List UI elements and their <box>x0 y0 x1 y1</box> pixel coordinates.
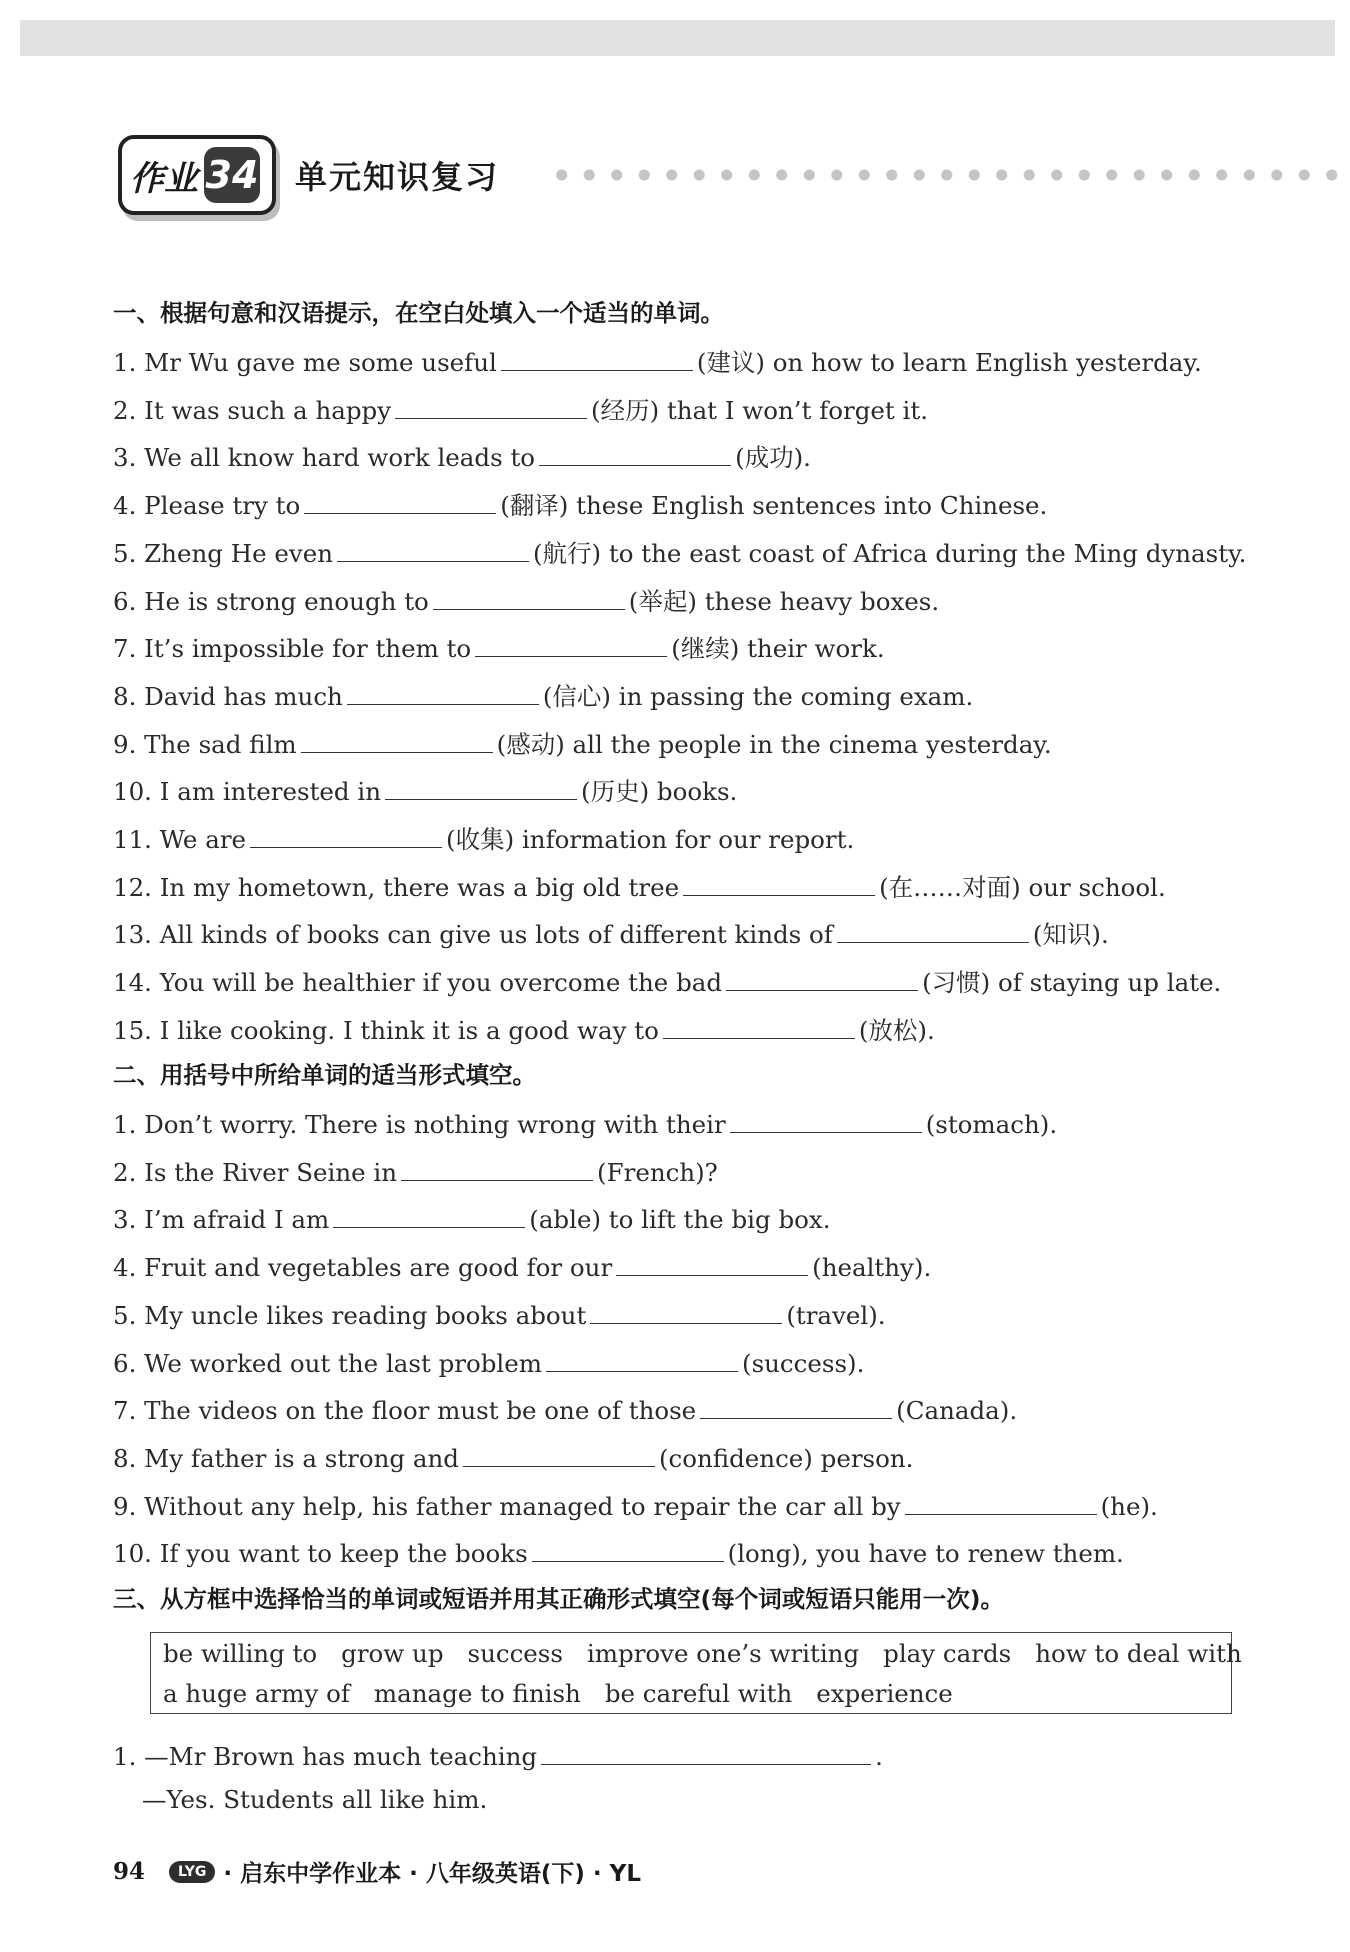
section1-question <box>113 869 1166 904</box>
question-hint: (confidence) person. <box>658 1443 914 1473</box>
word-bank-item: be willing to <box>163 1639 318 1668</box>
section1-question <box>113 392 928 427</box>
section2-question <box>113 1106 1057 1141</box>
question-text: 9. Without any help, his father managed to repair the car all by <box>113 1491 901 1521</box>
question-hint: (success). <box>742 1348 865 1378</box>
question-text: 15. I like cooking. I think it is a good way to <box>113 1015 659 1045</box>
question-text: 12. In my hometown, there was a big old tree <box>113 872 680 902</box>
answer-blank[interactable] <box>475 630 667 657</box>
section1-question <box>113 964 1221 999</box>
section2-question <box>113 1345 864 1380</box>
question-hint: (信心) in passing the coming exam. <box>542 681 974 711</box>
section2-question <box>113 1201 831 1236</box>
answer-blank[interactable] <box>730 1106 922 1133</box>
word-bank-box <box>150 1632 1242 1714</box>
section1-question <box>113 821 854 856</box>
word-bank-item: play cards <box>883 1639 1012 1668</box>
section1-title: 一、根据句意和汉语提示，在空白处填入一个适当的单词。 <box>113 299 724 327</box>
unit-title: 单元知识复习 <box>295 158 500 196</box>
word-bank-row-1 <box>163 1639 1266 1668</box>
question-text: 3. I’m afraid I am <box>113 1205 330 1235</box>
question-hint: (习惯) of staying up late. <box>922 968 1222 998</box>
section2-title: 二、用括号中所给单词的适当形式填空。 <box>113 1061 536 1089</box>
answer-blank[interactable] <box>433 583 625 610</box>
question-hint: (Canada). <box>896 1396 1018 1426</box>
answer-blank[interactable] <box>395 392 587 419</box>
section2-question <box>113 1249 931 1284</box>
section1-question <box>113 535 1246 570</box>
question-text: 3. We all know hard work leads to <box>113 443 536 473</box>
question-text: 5. Zheng He even <box>113 538 333 568</box>
section3-title: 三、从方框中选择恰当的单词或短语并用其正确形式填空(每个词或短语只能用一次)。 <box>113 1585 1004 1613</box>
question-hint: (举起) these heavy boxes. <box>628 586 940 616</box>
question-text: 14. You will be healthier if you overcome the bad <box>113 968 723 998</box>
word-bank-item: a huge army of <box>163 1679 350 1708</box>
page-number: 94 <box>113 1858 146 1885</box>
question-text: 4. Fruit and vegetables are good for our <box>113 1253 613 1283</box>
section2-question <box>113 1392 1017 1427</box>
section2-question <box>113 1297 886 1332</box>
answer-blank[interactable] <box>337 535 529 562</box>
answer-blank[interactable] <box>347 678 539 705</box>
question-hint: (long), you have to renew them. <box>727 1539 1124 1569</box>
section1-question <box>113 678 973 713</box>
question-hint: (he). <box>1100 1491 1158 1521</box>
section2-question <box>113 1488 1158 1523</box>
question-text: 1. —Mr Brown has much teaching <box>113 1742 538 1771</box>
word-bank-item: grow up <box>341 1639 444 1668</box>
question-hint: (历史) books. <box>581 777 738 807</box>
question-hint: (stomach). <box>925 1110 1058 1139</box>
answer-blank[interactable] <box>401 1154 593 1181</box>
question-text: 8. David has much <box>113 681 343 711</box>
section1-question <box>113 344 1202 379</box>
question-hint: (healthy). <box>812 1253 932 1283</box>
section2-question <box>113 1440 913 1475</box>
answer-blank[interactable] <box>683 869 875 896</box>
answer-blank[interactable] <box>546 1345 738 1372</box>
answer-blank[interactable] <box>501 344 693 371</box>
question-hint: (航行) to the east coast of Africa during the Ming dynasty. <box>533 538 1247 568</box>
section1-question <box>113 726 1052 761</box>
section1-question <box>113 1012 935 1047</box>
answer-blank[interactable] <box>726 964 918 991</box>
section1-question <box>113 583 939 618</box>
section3-question-1 <box>113 1738 883 1773</box>
homework-number: 34 <box>204 147 260 203</box>
book-title: · 启东中学作业本 · 八年级英语(下) · YL <box>223 1861 641 1887</box>
answer-blank[interactable] <box>463 1440 655 1467</box>
answer-blank[interactable] <box>304 487 496 514</box>
question-text: 6. We worked out the last problem <box>113 1348 543 1378</box>
question-text: 11. We are <box>113 825 247 854</box>
question-hint: (放松). <box>858 1015 935 1045</box>
question-hint: (收集) information for our report. <box>446 825 855 854</box>
word-bank-item: manage to finish <box>373 1679 581 1708</box>
question-text: 4. Please try to <box>113 491 301 521</box>
answer-blank[interactable] <box>385 773 577 800</box>
question-hint: (经历) that I won’t forget it. <box>591 395 929 425</box>
section1-question <box>113 916 1109 951</box>
question-hint: (建议) on how to learn English yesterday. <box>696 348 1202 377</box>
answer-blank[interactable] <box>250 821 442 848</box>
answer-blank[interactable] <box>539 439 731 466</box>
question-text: 1. Don’t worry. There is nothing wrong with their <box>113 1110 726 1139</box>
question-text-post: . <box>875 1742 883 1771</box>
answer-blank[interactable] <box>541 1738 871 1765</box>
question-hint: (继续) their work. <box>671 634 885 664</box>
question-text: 13. All kinds of books can give us lots of different kinds of <box>113 920 833 950</box>
word-bank-item: improve one’s writing <box>586 1639 860 1668</box>
question-hint: (翻译) these English sentences into Chinese. <box>500 491 1048 521</box>
question-text: 6. He is strong enough to <box>113 586 429 616</box>
answer-blank[interactable] <box>333 1201 525 1228</box>
question-text: 7. It’s impossible for them to <box>113 634 472 664</box>
question-hint: (French)? <box>597 1157 718 1187</box>
homework-badge <box>118 135 276 215</box>
answer-blank[interactable] <box>590 1297 782 1324</box>
word-bank-row-2 <box>163 1679 977 1708</box>
question-text: 8. My father is a strong and <box>113 1443 459 1473</box>
section3-question-1-reply: —Yes. Students all like him. <box>142 1785 488 1814</box>
question-text: 7. The videos on the floor must be one of those <box>113 1396 697 1426</box>
answer-blank[interactable] <box>700 1392 892 1419</box>
question-text: 2. Is the River Seine in <box>113 1157 398 1187</box>
decorative-dot-row <box>548 168 1338 182</box>
question-text: 2. It was such a happy <box>113 395 392 425</box>
question-hint: (成功). <box>735 443 811 473</box>
section2-question <box>113 1535 1124 1570</box>
answer-blank[interactable] <box>905 1488 1097 1515</box>
question-hint: (知识). <box>1032 920 1109 950</box>
section1-question <box>113 487 1047 522</box>
answer-blank[interactable] <box>616 1249 808 1276</box>
question-text: 5. My uncle likes reading books about <box>113 1300 587 1330</box>
question-text: 9. The sad film <box>113 729 297 759</box>
question-text: 1. Mr Wu gave me some useful <box>113 348 497 377</box>
section1-question <box>113 630 885 665</box>
section1-question <box>113 439 811 474</box>
answer-blank[interactable] <box>301 726 493 753</box>
question-hint: (travel). <box>786 1300 886 1330</box>
section2-question <box>113 1154 718 1189</box>
word-bank-item: be careful with <box>604 1679 793 1708</box>
question-text: 10. I am interested in <box>113 777 382 807</box>
publisher-logo: LYG <box>169 1861 215 1883</box>
homework-label: 作业 <box>130 158 198 199</box>
answer-blank[interactable] <box>837 916 1029 943</box>
page-footer <box>113 1855 641 1888</box>
word-bank-item: how to deal with <box>1035 1639 1242 1668</box>
question-hint: (在……对面) our school. <box>879 872 1166 902</box>
word-bank-item: experience <box>816 1679 953 1708</box>
question-text: 10. If you want to keep the books <box>113 1539 528 1569</box>
question-hint: (able) to lift the big box. <box>529 1205 831 1235</box>
word-bank-item: success <box>467 1639 563 1668</box>
answer-blank[interactable] <box>532 1535 724 1562</box>
section1-question <box>113 773 737 808</box>
question-hint: (感动) all the people in the cinema yesterday. <box>496 729 1052 759</box>
answer-blank[interactable] <box>663 1012 855 1039</box>
